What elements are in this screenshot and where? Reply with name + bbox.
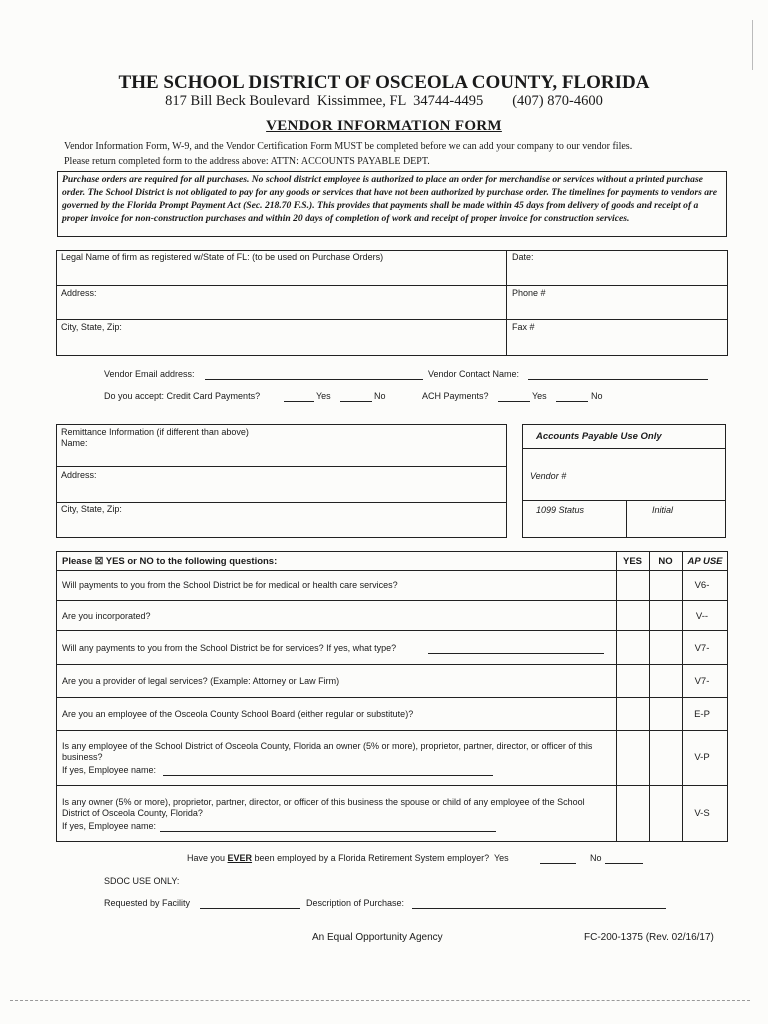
employee-no-cell[interactable] — [650, 698, 682, 730]
legal-no-cell[interactable] — [650, 665, 682, 697]
legal-name-field[interactable]: Legal Name of firm as registered w/State of FL: (to be used on Purchase Orders) — [61, 252, 384, 262]
equal-opportunity-text: An Equal Opportunity Agency — [312, 932, 443, 943]
ap-1099-status-field[interactable]: 1099 Status — [536, 505, 585, 515]
intro-line-2: Please return completed form to the address above: ATTN: ACCOUNTS PAYABLE DEPT. — [64, 156, 430, 167]
frs-question-suffix: been employed by a Florida Retirement System employer? Yes — [252, 853, 509, 863]
incorporated-yes-cell[interactable] — [617, 601, 649, 630]
questions-header: Please ☒ YES or NO to the following questions: — [62, 556, 278, 567]
frs-no-blank[interactable] — [605, 853, 643, 864]
requested-by-facility-label: Requested by Facility — [104, 898, 191, 908]
remittance-box — [56, 424, 507, 538]
question-employee-owner: Is any employee of the School District of Osceola County, Florida an owner (5% or more), proprietor, partner, director, or officer of this business? — [62, 741, 593, 762]
credit-card-label: Do you accept: Credit Card Payments? — [104, 391, 261, 401]
spouse-child-yes-cell[interactable] — [617, 786, 649, 841]
employee-owner-name-line[interactable] — [163, 765, 493, 776]
sdoc-use-only-label: SDOC USE ONLY: — [104, 876, 180, 886]
ach-yes-blank[interactable] — [498, 391, 530, 402]
frs-question-prefix: Have you — [187, 853, 228, 863]
remittance-info-label: Remittance Information (if different than above) — [61, 427, 249, 437]
ap-code-employee: E-P — [694, 709, 710, 720]
frs-no-label: No — [590, 853, 602, 863]
description-of-purchase-line[interactable] — [412, 898, 666, 909]
ap-code-legal: V7- — [694, 676, 710, 687]
ach-no-blank[interactable] — [556, 391, 588, 402]
fax-field[interactable]: Fax # — [512, 322, 535, 332]
vendor-contact-label: Vendor Contact Name: — [428, 369, 520, 379]
ap-code-spouse-child: V-S — [694, 808, 710, 819]
ap-use-column-header: AP USE — [687, 556, 723, 567]
credit-card-yes-label: Yes — [316, 391, 331, 401]
question-medical-services: Will payments to you from the School District be for medical or health care services? — [62, 580, 398, 590]
form-number: FC-200-1375 (Rev. 02/16/17) — [584, 932, 714, 943]
yes-column-header: YES — [622, 556, 642, 567]
vendor-info-box — [56, 250, 728, 356]
remittance-name-field[interactable]: Name: — [61, 438, 88, 448]
ap-code-incorporated: V-- — [695, 611, 709, 622]
frs-question — [187, 853, 509, 864]
credit-card-yes-blank[interactable] — [284, 391, 314, 402]
employee-yes-cell[interactable] — [617, 698, 649, 730]
ap-code-medical: V6- — [694, 580, 710, 591]
services-no-cell[interactable] — [650, 631, 682, 664]
question-legal-services: Are you a provider of legal services? (Example: Attorney or Law Firm) — [62, 676, 340, 686]
question-services: Will any payments to you from the School District be for services? If yes, what type? — [62, 643, 397, 653]
question-incorporated: Are you incorporated? — [62, 611, 151, 621]
medical-yes-cell[interactable] — [617, 571, 649, 600]
vendor-email-line[interactable] — [205, 369, 423, 380]
ach-label: ACH Payments? — [422, 391, 489, 401]
date-field[interactable]: Date: — [512, 252, 534, 262]
legal-yes-cell[interactable] — [617, 665, 649, 697]
vendor-email-label: Vendor Email address: — [104, 369, 195, 379]
ach-yes-label: Yes — [532, 391, 547, 401]
description-of-purchase-label: Description of Purchase: — [306, 898, 405, 908]
frs-yes-blank[interactable] — [540, 853, 576, 864]
phone-field[interactable]: Phone # — [512, 288, 546, 298]
address-field[interactable]: Address: — [61, 288, 97, 298]
ap-code-services: V7- — [694, 643, 710, 654]
frs-question-ever: EVER — [227, 853, 253, 863]
spouse-child-no-cell[interactable] — [650, 786, 682, 841]
ap-code-employee-owner: V-P — [694, 752, 710, 763]
incorporated-no-cell[interactable] — [650, 601, 682, 630]
city-state-zip-field[interactable]: City, State, Zip: — [61, 322, 122, 332]
services-yes-cell[interactable] — [617, 631, 649, 664]
credit-card-no-label: No — [374, 391, 386, 401]
form-title: VENDOR INFORMATION FORM — [266, 118, 502, 134]
district-title: THE SCHOOL DISTRICT OF OSCEOLA COUNTY, FLORIDA — [118, 72, 650, 93]
no-column-header: NO — [658, 556, 673, 567]
scan-edge-mark — [752, 20, 753, 70]
ap-use-only-title: Accounts Payable Use Only — [536, 431, 662, 442]
vendor-contact-line[interactable] — [528, 369, 708, 380]
ap-vendor-number-field[interactable]: Vendor # — [530, 471, 567, 481]
spouse-child-name-line[interactable] — [160, 821, 496, 832]
ach-no-label: No — [591, 391, 603, 401]
question-school-board-employee: Are you an employee of the Osceola County School Board (either regular or substitute)? — [62, 709, 414, 719]
purchase-order-notice: Purchase orders are required for all purchases. No school district employee is authorized to place an order for merchandise or services without a printed purchase order. The School District is not obligated to pay for any goods or services that have not been authorized by purchase order. The timelines for payments to vendors are governed by the Florida Prompt Payment Act (Sec. 218.70 F.S.). This provides that payments shall be made within 45 days from delivery of goods and receipt of a proper invoice for non-construction purchases and within 20 days of completion of work and receipt of proper invoice for construction services. — [57, 171, 727, 237]
question-spouse-child: Is any owner (5% or more), proprietor, partner, director, or officer of this business the spouse or child of any employee of the School District of Osceola County, Florida? — [62, 797, 585, 818]
medical-no-cell[interactable] — [650, 571, 682, 600]
district-address: 817 Bill Beck Boulevard Kissimmee, FL 34744-4495 (407) 870-4600 — [165, 93, 603, 109]
services-type-line[interactable] — [428, 643, 604, 654]
requested-by-facility-line[interactable] — [200, 898, 300, 909]
ap-initial-field[interactable]: Initial — [652, 505, 674, 515]
employee-owner-name-label: If yes, Employee name: — [62, 765, 157, 775]
spouse-child-name-label: If yes, Employee name: — [62, 821, 157, 831]
scan-bottom-edge — [10, 1000, 750, 1001]
employee-owner-no-cell[interactable] — [650, 731, 682, 785]
credit-card-no-blank[interactable] — [340, 391, 372, 402]
remittance-address-field[interactable]: Address: — [61, 470, 97, 480]
employee-owner-yes-cell[interactable] — [617, 731, 649, 785]
remittance-city-field[interactable]: City, State, Zip: — [61, 504, 122, 514]
intro-line-1: Vendor Information Form, W-9, and the Vendor Certification Form MUST be completed before we can add your company to our vendor files. — [64, 141, 633, 152]
